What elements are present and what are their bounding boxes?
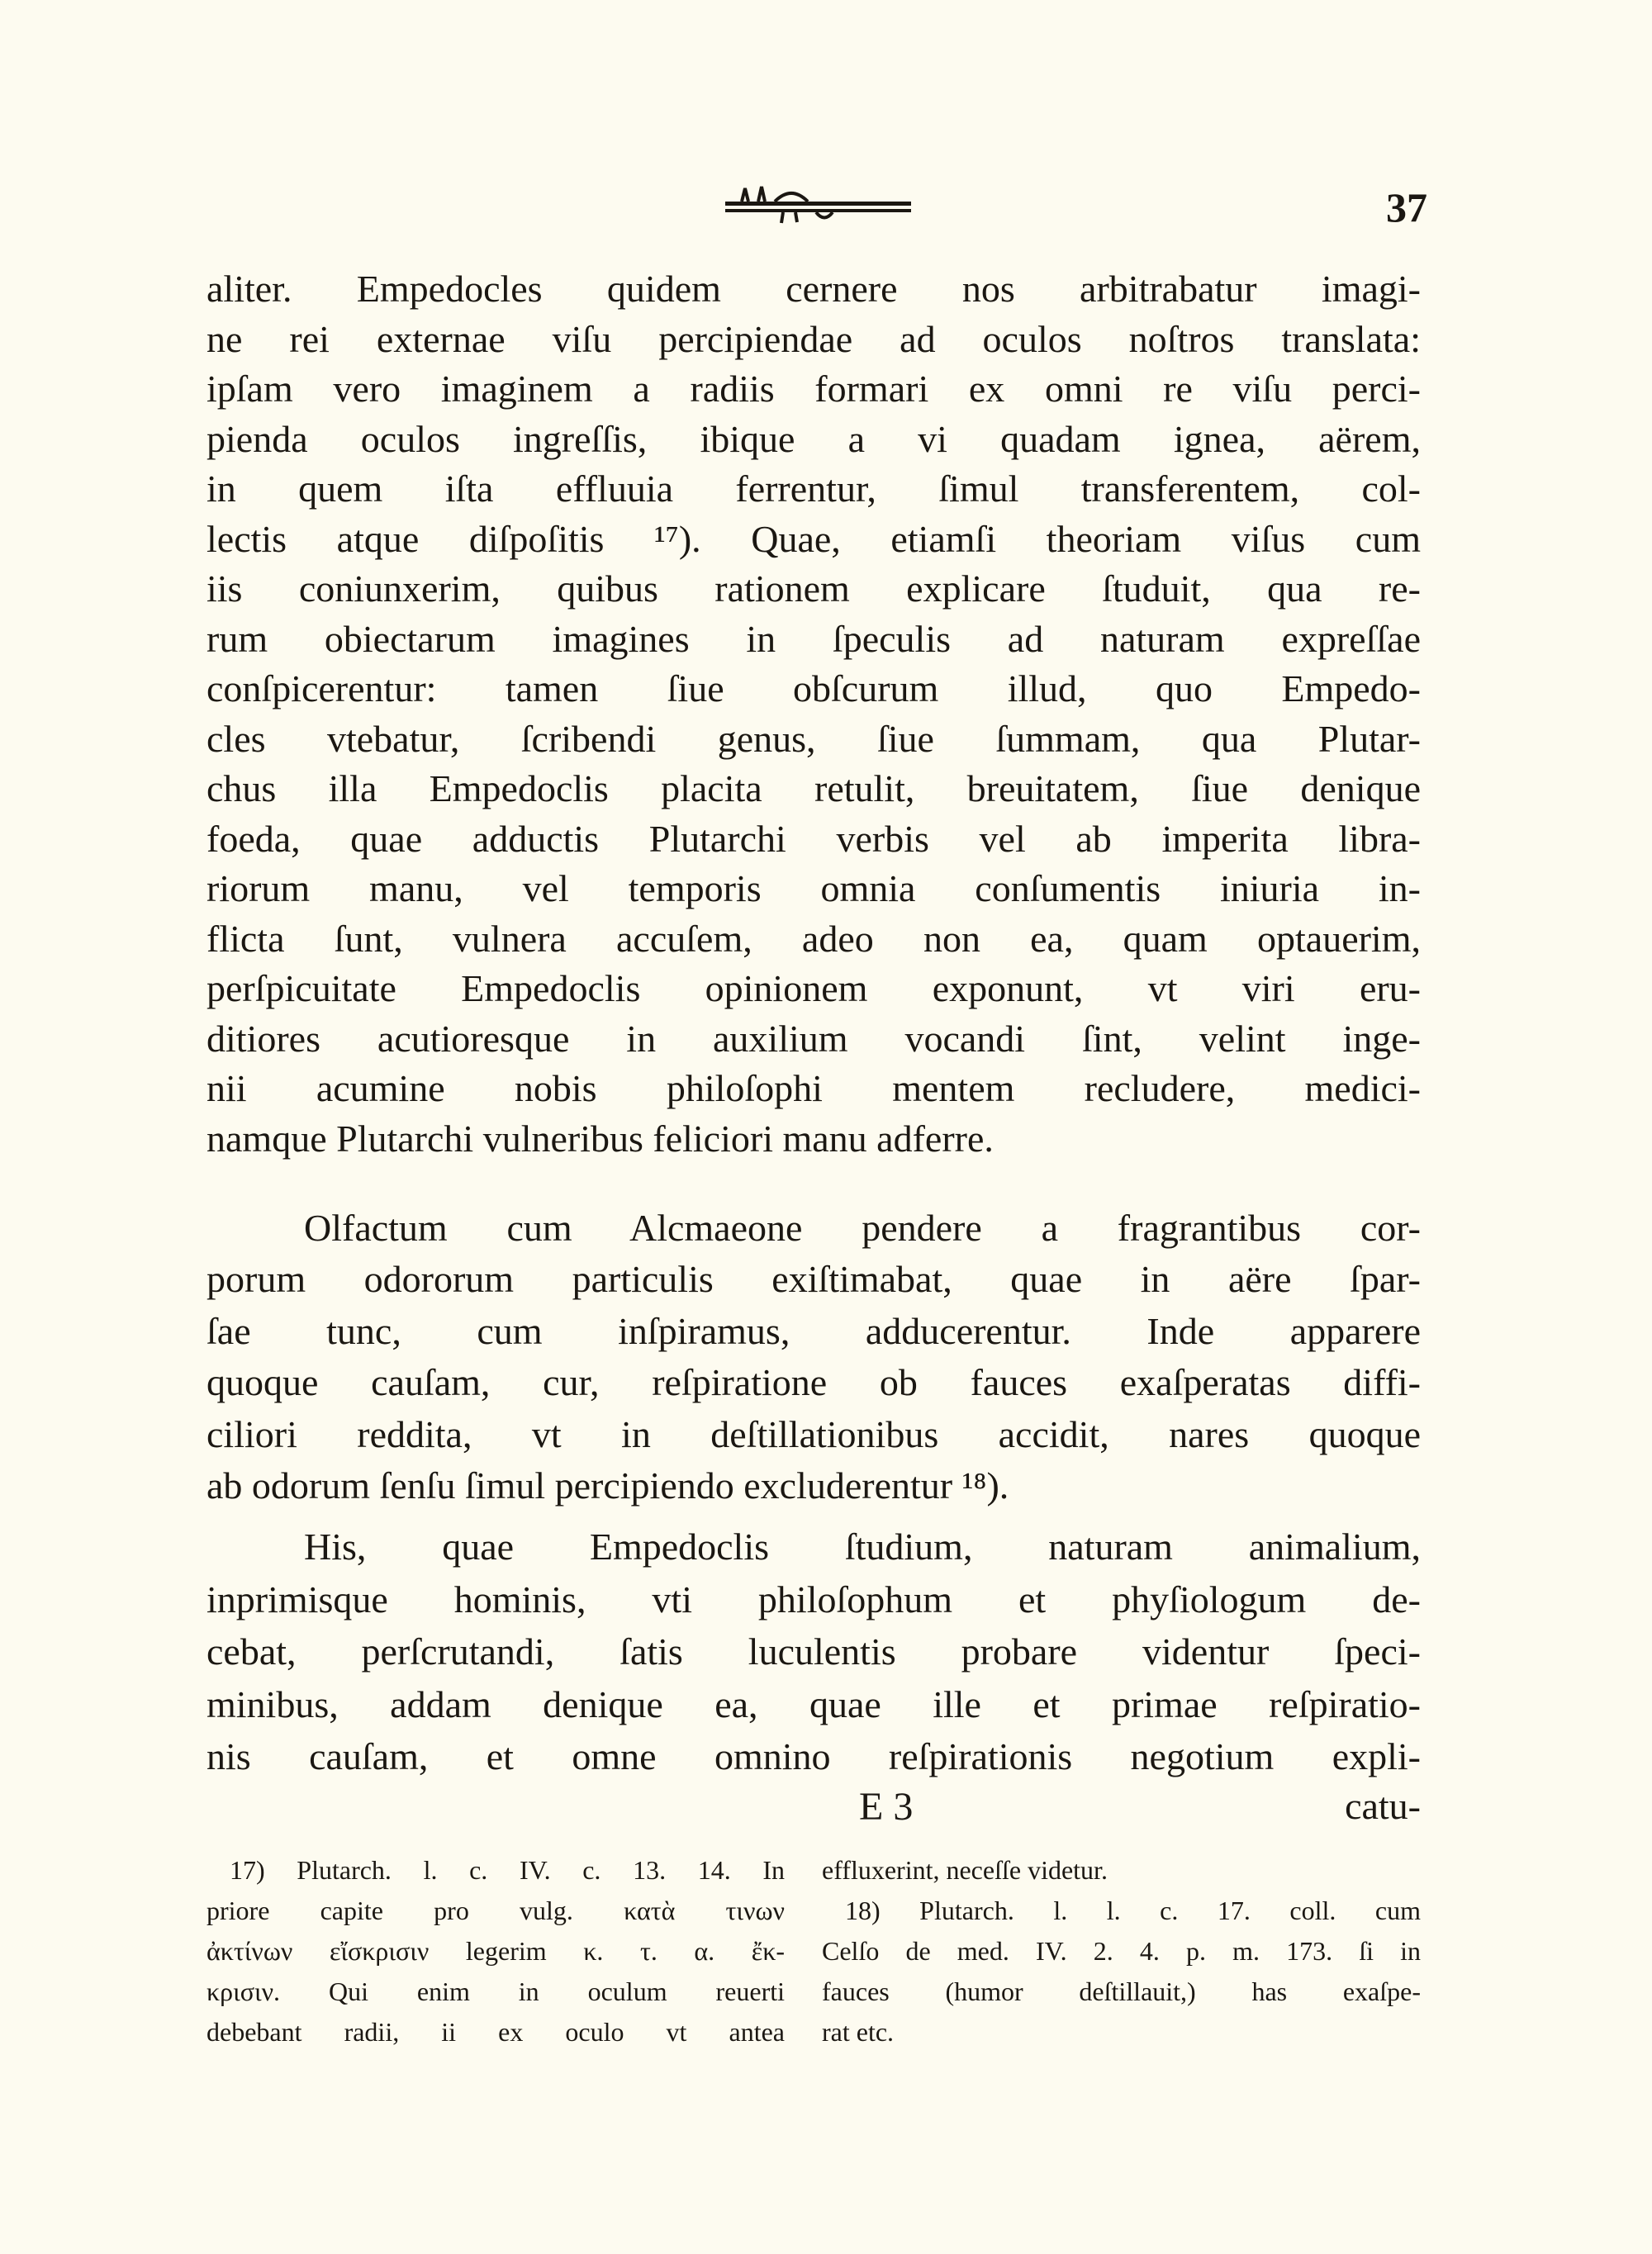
text-line: quoque cauſam, cur, reſpiratione ob fauces exaſperatas diffi- [206, 1361, 1421, 1404]
text-line: ne rei externae viſu percipiendae ad oculos noſtros translata: [206, 317, 1421, 360]
paragraph-1 [206, 264, 1421, 1164]
text-line: flicta ſunt, vulnera accuſem, adeo non ea, quam optauerim, [206, 917, 1421, 960]
text-line: inprimisque hominis, vti philoſophum et phyſiologum de- [206, 1578, 1421, 1621]
footnotes-right-column [822, 1850, 1421, 2052]
text-line: riorum manu, vel temporis omnia conſumentis iniuria in- [206, 867, 1421, 909]
footnote-line: fauces (humor deſtillauit,) has exaſpe- [822, 1976, 1421, 2006]
header-ornament-icon [709, 183, 923, 225]
text-line: perſpicuitate Empedoclis opinionem exponunt, vt viri eru- [206, 967, 1421, 1009]
footnote-line: effluxerint, neceſſe videtur. [822, 1855, 1108, 1885]
footnote-line: rat etc. [822, 2017, 895, 2047]
footnote-line: Celſo de med. IV. 2. 4. p. m. 173. ſi in [822, 1936, 1421, 1966]
text-line: in quem iſta effluuia ferrentur, ſimul transferentem, col- [206, 467, 1421, 510]
text-line: nii acumine nobis philoſophi mentem recludere, medici- [206, 1067, 1421, 1109]
text-line: porum odororum particulis exiſtimabat, quae in aëre ſpar- [206, 1258, 1421, 1301]
footnotes-left-column [206, 1850, 785, 2052]
footnote-line: 17) Plutarch. l. c. IV. c. 13. 14. In [230, 1855, 785, 1885]
paragraph-2 [206, 1203, 1421, 1511]
footnote-line: κρισιν. Qui enim in oculum reuerti [206, 1976, 785, 2006]
text-line: iis coniunxerim, quibus rationem explicare ſtuduit, qua re- [206, 567, 1421, 610]
text-line: pienda oculos ingreſſis, ibique a vi quadam ignea, aërem, [206, 417, 1421, 460]
footnote-line: priore capite pro vulg. κατὰ τινων [206, 1896, 785, 1925]
text-line: ſae tunc, cum inſpiramus, adducerentur. Inde apparere [206, 1309, 1421, 1352]
text-line: conſpicerentur: tamen ſiue obſcurum illud, quo Empedo- [206, 667, 1421, 709]
text-line: cles vtebatur, ſcribendi genus, ſiue ſummam, qua Plutar- [206, 717, 1421, 760]
text-line: nis cauſam, et omne omnino reſpirationis negotium expli- [206, 1735, 1421, 1777]
catchword: catu- [1345, 1785, 1421, 1827]
footnote-line: 18) Plutarch. l. l. c. 17. coll. cum [845, 1896, 1421, 1925]
text-line: foeda, quae adductis Plutarchi verbis vel ab imperita libra- [206, 817, 1421, 860]
text-line: ditiores acutioresque in auxilium vocandi ſint, velint inge- [206, 1017, 1421, 1060]
footnote-line: debebant radii, ii ex oculo vt antea [206, 2017, 785, 2047]
text-line: aliter. Empedocles quidem cernere nos arbitrabatur imagi- [206, 268, 1421, 310]
text-line: minibus, addam denique ea, quae ille et primae reſpiratio- [206, 1682, 1421, 1725]
signature-mark: E 3 [859, 1785, 914, 1829]
text-line: His, quae Empedoclis ſtudium, naturam animalium, [304, 1526, 1421, 1568]
text-line: rum obiectarum imagines in ſpeculis ad naturam expreſſae [206, 617, 1421, 660]
footnote-line: ἀκτίνων εἴσκρισιν legerim κ. τ. α. ἔκ- [206, 1936, 785, 1966]
text-line: cebat, perſcrutandi, ſatis luculentis probare videntur ſpeci- [206, 1630, 1421, 1673]
text-line: ciliori reddita, vt in deſtillationibus accidit, nares quoque [206, 1412, 1421, 1455]
text-line: namque Plutarchi vulneribus feliciori manu adferre. [206, 1117, 994, 1160]
text-line: ab odorum ſenſu ſimul percipiendo excluderentur ¹⁸). [206, 1464, 1009, 1507]
text-line: Olfactum cum Alcmaeone pendere a fragrantibus cor- [304, 1207, 1421, 1249]
text-line: lectis atque diſpoſitis ¹⁷). Quae, etiamſi theoriam viſus cum [206, 517, 1421, 560]
text-line: chus illa Empedoclis placita retulit, breuitatem, ſiue denique [206, 767, 1421, 809]
text-line: ipſam vero imaginem a radiis formari ex omni re viſu perci- [206, 368, 1421, 410]
paragraph-3 [206, 1521, 1421, 1783]
page-number: 37 [1386, 184, 1427, 230]
